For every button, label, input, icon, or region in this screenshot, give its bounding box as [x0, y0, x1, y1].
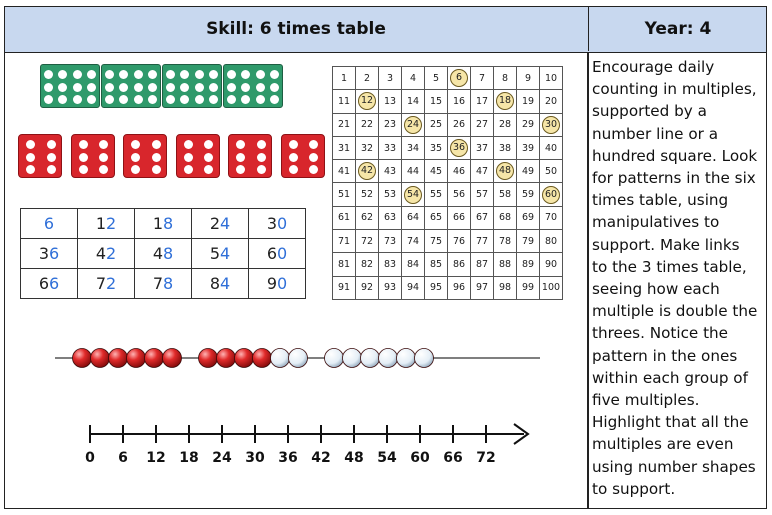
- hundred-square-cell: 47: [471, 160, 494, 183]
- hundred-square-cell: 90: [540, 253, 563, 276]
- ones-digit: 0: [277, 244, 288, 263]
- ones-digit: 2: [106, 274, 117, 293]
- ones-digit: 8: [163, 274, 174, 293]
- hundred-square-cell: 61: [333, 206, 356, 229]
- tens-digit: 1: [152, 214, 163, 233]
- tens-digit: 9: [266, 274, 277, 293]
- bead: [109, 349, 128, 368]
- hundred-square-cell: 81: [333, 253, 356, 276]
- hundred-square-cell: 56: [448, 183, 471, 206]
- teaching-notes: Encourage daily counting in multiples, supported by a number line or a hundred square. Look for patterns in the six times table, using manipulatives to support. Make links to the 3 times table, seeing how each multiple is double the threes. Notice the pattern in the ones within each group of five multiples. Highlight that all the multiples are even using number shapes to support.: [592, 58, 758, 498]
- hundred-square-cell: 93: [379, 276, 402, 299]
- bead: [379, 349, 398, 368]
- hundred-square-cell: 87: [471, 253, 494, 276]
- hundred-square-cell: 59: [517, 183, 540, 206]
- number-line-label: 54: [377, 450, 397, 466]
- hundred-square-cell: 28: [494, 113, 517, 136]
- hundred-square-cell: 3: [379, 67, 402, 90]
- tens-digit: 4: [95, 244, 106, 263]
- hundred-square-cell: 85: [425, 253, 448, 276]
- ones-digit: 2: [106, 244, 117, 263]
- hundred-square-cell: 72: [356, 230, 379, 253]
- hundred-square-cell: 79: [517, 230, 540, 253]
- hundred-square-cell: 11: [333, 90, 356, 113]
- bead: [397, 349, 416, 368]
- hundred-square-cell: 10: [540, 67, 563, 90]
- hundred-square-cell: 88: [494, 253, 517, 276]
- ones-digit: 8: [163, 244, 174, 263]
- hundred-square-cell: 68: [494, 206, 517, 229]
- hundred-square-cell: 51: [333, 183, 356, 206]
- highlighted-multiple: 48: [496, 162, 514, 180]
- hundred-square-cell: 62: [356, 206, 379, 229]
- ones-digit: 0: [277, 214, 288, 233]
- highlighted-multiple: 30: [542, 116, 560, 134]
- hundred-square-cell: 2: [356, 67, 379, 90]
- hundred-square-cell: 32: [356, 136, 379, 159]
- hundred-square-cell: 29: [517, 113, 540, 136]
- hundred-square-cell: 41: [333, 160, 356, 183]
- tens-digit: 6: [38, 274, 49, 293]
- hundred-square-cell: 75: [425, 230, 448, 253]
- hundred-square-cell: 71: [333, 230, 356, 253]
- ones-digit: 8: [163, 214, 174, 233]
- hundred-square-cell: 19: [517, 90, 540, 113]
- bead: [127, 349, 146, 368]
- hundred-square-cell: 66: [448, 206, 471, 229]
- ones-digit: 4: [220, 244, 231, 263]
- bead: [361, 349, 380, 368]
- hundred-square-cell: 43: [379, 160, 402, 183]
- highlighted-multiple: 24: [404, 116, 422, 134]
- number-line-label: 66: [443, 450, 463, 466]
- number-line-label: 0: [85, 450, 95, 466]
- hundred-square-cell: 94: [402, 276, 425, 299]
- ones-digit: 4: [220, 214, 231, 233]
- tens-digit: 3: [38, 244, 49, 263]
- hundred-square-cell: 57: [471, 183, 494, 206]
- bead: [343, 349, 362, 368]
- hundred-square-cell: 64: [402, 206, 425, 229]
- hundred-square-cell: 83: [379, 253, 402, 276]
- hundred-square-cell: 40: [540, 136, 563, 159]
- hundred-square-cell: 96: [448, 276, 471, 299]
- hundred-square-cell: 69: [517, 206, 540, 229]
- tens-digit: 7: [95, 274, 106, 293]
- hundred-square-cell: 55: [425, 183, 448, 206]
- hundred-square-cell: 70: [540, 206, 563, 229]
- highlighted-multiple: 18: [496, 92, 514, 110]
- hundred-square-cell: 38: [494, 136, 517, 159]
- bead: [271, 349, 290, 368]
- bead: [289, 349, 308, 368]
- hundred-square-cell: 78: [494, 230, 517, 253]
- tens-digit: 8: [209, 274, 220, 293]
- highlighted-multiple: 42: [358, 162, 376, 180]
- tens-digit: 6: [266, 244, 277, 263]
- tens-digit: 4: [152, 244, 163, 263]
- ones-digit: 2: [106, 214, 117, 233]
- number-line-label: 30: [245, 450, 265, 466]
- number-line-label: 48: [344, 450, 364, 466]
- bead: [91, 349, 110, 368]
- hundred-square-cell: 23: [379, 113, 402, 136]
- hundred-square-cell: 82: [356, 253, 379, 276]
- hundred-square-cell: 17: [471, 90, 494, 113]
- hundred-square-cell: 53: [379, 183, 402, 206]
- hundred-square-cell: 58: [494, 183, 517, 206]
- year-title: Year: 4: [588, 7, 767, 51]
- ones-digit: 6: [43, 214, 55, 233]
- hundred-square-cell: 25: [425, 113, 448, 136]
- hundred-square-cell: 45: [425, 160, 448, 183]
- hundred-square-cell: 20: [540, 90, 563, 113]
- hundred-square-cell: 99: [517, 276, 540, 299]
- hundred-square-cell: 16: [448, 90, 471, 113]
- number-line-label: 12: [146, 450, 166, 466]
- hundred-square-cell: 86: [448, 253, 471, 276]
- bead: [217, 349, 236, 368]
- hundred-square-cell: 100: [540, 276, 563, 299]
- bead: [253, 349, 272, 368]
- bead: [415, 349, 434, 368]
- number-line-label: 42: [311, 450, 331, 466]
- number-line-label: 72: [476, 450, 496, 466]
- hundred-square-cell: 5: [425, 67, 448, 90]
- hundred-square-cell: 27: [471, 113, 494, 136]
- hundred-square-cell: 65: [425, 206, 448, 229]
- hundred-square-cell: 63: [379, 206, 402, 229]
- hundred-square-cell: 1: [333, 67, 356, 90]
- hundred-square-cell: 31: [333, 136, 356, 159]
- ones-digit: 6: [49, 244, 60, 263]
- hundred-square-cell: 26: [448, 113, 471, 136]
- tens-digit: 2: [209, 214, 220, 233]
- hundred-square-cell: 4: [402, 67, 425, 90]
- hundred-square-cell: 15: [425, 90, 448, 113]
- number-line-label: 18: [179, 450, 199, 466]
- tens-digit: 3: [266, 214, 277, 233]
- hundred-square-cell: 92: [356, 276, 379, 299]
- hundred-square-cell: 67: [471, 206, 494, 229]
- hundred-square-cell: 84: [402, 253, 425, 276]
- hundred-square-cell: 33: [379, 136, 402, 159]
- ones-digit: 0: [277, 274, 288, 293]
- tens-digit: 5: [209, 244, 220, 263]
- hundred-square-cell: 77: [471, 230, 494, 253]
- hundred-square-cell: 46: [448, 160, 471, 183]
- hundred-square-cell: 34: [402, 136, 425, 159]
- hundred-square-cell: 80: [540, 230, 563, 253]
- bead: [145, 349, 164, 368]
- hundred-square-cell: 91: [333, 276, 356, 299]
- hundred-square-cell: 14: [402, 90, 425, 113]
- highlighted-multiple: 54: [404, 186, 422, 204]
- hundred-square-cell: 97: [471, 276, 494, 299]
- bead: [199, 349, 218, 368]
- hundred-square-cell: 98: [494, 276, 517, 299]
- number-line-label: 60: [410, 450, 430, 466]
- skill-title: Skill: 6 times table: [206, 19, 386, 39]
- hundred-square-cell: 74: [402, 230, 425, 253]
- tens-digit: 7: [152, 274, 163, 293]
- hundred-square-cell: 73: [379, 230, 402, 253]
- bead: [235, 349, 254, 368]
- highlighted-multiple: 6: [450, 69, 468, 87]
- ones-digit: 4: [220, 274, 231, 293]
- hundred-square-cell: 22: [356, 113, 379, 136]
- hundred-square-cell: 76: [448, 230, 471, 253]
- number-line-label: 24: [212, 450, 232, 466]
- hundred-square-cell: 50: [540, 160, 563, 183]
- hundred-square-cell: 8: [494, 67, 517, 90]
- tens-digit: 1: [95, 214, 106, 233]
- number-line-label: 6: [118, 450, 128, 466]
- hundred-square-cell: 39: [517, 136, 540, 159]
- hundred-square-cell: 35: [425, 136, 448, 159]
- hundred-square-cell: 95: [425, 276, 448, 299]
- ones-digit: 6: [49, 274, 60, 293]
- hundred-square-cell: 89: [517, 253, 540, 276]
- hundred-square-cell: 9: [517, 67, 540, 90]
- hundred-square-cell: 44: [402, 160, 425, 183]
- bead: [73, 349, 92, 368]
- hundred-square-cell: 37: [471, 136, 494, 159]
- bead: [163, 349, 182, 368]
- hundred-square-cell: 52: [356, 183, 379, 206]
- hundred-square-cell: 7: [471, 67, 494, 90]
- bead: [325, 349, 344, 368]
- highlighted-multiple: 36: [450, 139, 468, 157]
- highlighted-multiple: 12: [358, 92, 376, 110]
- number-line-label: 36: [278, 450, 298, 466]
- hundred-square-cell: 13: [379, 90, 402, 113]
- hundred-square-cell: 21: [333, 113, 356, 136]
- hundred-square-cell: 49: [517, 160, 540, 183]
- highlighted-multiple: 60: [542, 186, 560, 204]
